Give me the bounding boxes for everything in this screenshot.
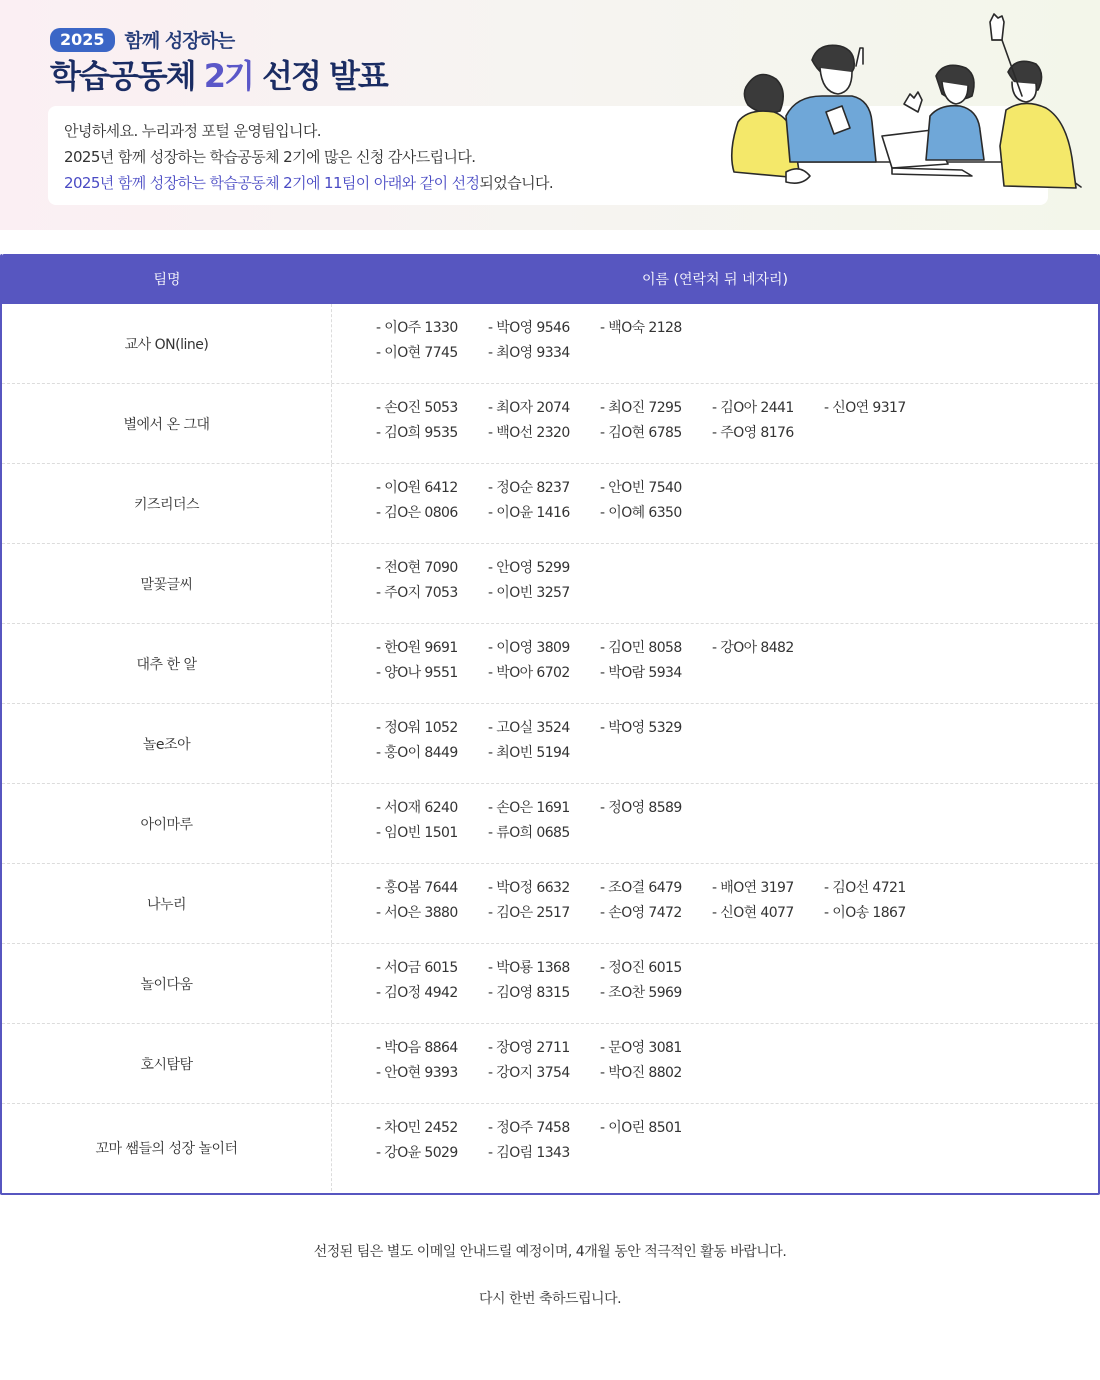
- member-entry: - 손O진 5053: [376, 400, 458, 416]
- table-header: [2, 254, 1098, 304]
- table-row: [2, 464, 1098, 544]
- member-entry: - 김O림 1343: [488, 1145, 570, 1161]
- member-entry: - 안O영 5299: [488, 560, 570, 576]
- member-entry: - 정O워 1052: [376, 720, 458, 736]
- table-body: [2, 304, 1098, 1191]
- table-row: [2, 544, 1098, 624]
- table-row: [2, 1104, 1098, 1191]
- member-cell: [332, 1024, 1098, 1103]
- member-entry: - 최O영 9334: [488, 345, 570, 361]
- member-entry: - 문O영 3081: [600, 1040, 682, 1056]
- member-entry: - 손O은 1691: [488, 800, 570, 816]
- member-entry: - 신O현 4077: [712, 905, 794, 921]
- notice-line-2: 2025년 함께 성장하는 학습공동체 2기에 많은 신청 감사드립니다.: [64, 148, 476, 166]
- member-entry: - 강O아 8482: [712, 640, 794, 656]
- member-list: [376, 1038, 1098, 1083]
- member-cell: [332, 784, 1098, 863]
- header-team: 팀명: [153, 272, 181, 288]
- member-entry: - 서O재 6240: [376, 800, 458, 816]
- member-entry: - 정O순 8237: [488, 480, 570, 496]
- team-name: 대추 한 알: [2, 624, 332, 703]
- team-name: 교사 ON(line): [2, 304, 332, 383]
- team-name: 호시탐탐: [2, 1024, 332, 1103]
- title-badge-row: [50, 26, 234, 53]
- member-entry: - 양O나 9551: [376, 665, 458, 681]
- member-entry: - 김O현 6785: [600, 425, 682, 441]
- member-entry: - 강O윤 5029: [376, 1145, 458, 1161]
- member-entry: [824, 798, 936, 818]
- member-entry: - 정O진 6015: [600, 960, 682, 976]
- member-list: [376, 1118, 1098, 1163]
- member-entry: - 홍O봄 7644: [376, 880, 458, 896]
- member-entry: - 차O민 2452: [376, 1120, 458, 1136]
- page-title: [50, 54, 387, 98]
- member-entry: [824, 478, 936, 498]
- footer-message: [0, 1240, 1100, 1311]
- notice-line-1: 안녕하세요. 누리과정 포털 운영팀입니다.: [64, 122, 321, 140]
- member-entry: - 주O영 8176: [712, 425, 794, 441]
- member-entry: - 이O영 3809: [488, 640, 570, 656]
- member-list: [376, 878, 1098, 923]
- member-entry: - 박O아 6702: [488, 665, 570, 681]
- table-row: [2, 864, 1098, 944]
- title-part1: 학습공동체: [50, 57, 195, 95]
- member-entry: - 전O현 7090: [376, 560, 458, 576]
- title-accent: 2기: [203, 57, 253, 95]
- member-entry: [824, 318, 936, 338]
- member-entry: - 임O빈 1501: [376, 825, 458, 841]
- member-cell: [332, 304, 1098, 383]
- member-entry: [600, 558, 712, 578]
- member-entry: [712, 1038, 824, 1058]
- member-entry: - 이O현 7745: [376, 345, 458, 361]
- member-entry: - 박O룡 1368: [488, 960, 570, 976]
- member-cell: [332, 704, 1098, 783]
- member-list: [376, 958, 1098, 1003]
- table-row: [2, 1024, 1098, 1104]
- member-entry: - 김O은 0806: [376, 505, 458, 521]
- member-entry: - 손O영 7472: [600, 905, 682, 921]
- member-entry: - 신O연 9317: [824, 400, 906, 416]
- member-entry: - 이O송 1867: [824, 905, 906, 921]
- team-meeting-illustration: [716, 12, 1086, 197]
- member-entry: - 박O람 5934: [600, 665, 682, 681]
- member-entry: - 이O린 8501: [600, 1120, 682, 1136]
- member-entry: - 이O혜 6350: [600, 505, 682, 521]
- member-entry: - 안O빈 7540: [600, 480, 682, 496]
- member-entry: - 김O영 8315: [488, 985, 570, 1001]
- page-subtitle: 함께 성장하는: [124, 30, 235, 52]
- member-cell: [332, 864, 1098, 943]
- team-name: 키즈리더스: [2, 464, 332, 543]
- member-entry: - 박O영 9546: [488, 320, 570, 336]
- member-cell: [332, 1104, 1098, 1191]
- member-entry: [824, 1038, 936, 1058]
- member-entry: - 박O진 8802: [600, 1065, 682, 1081]
- member-entry: - 김O은 2517: [488, 905, 570, 921]
- member-list: [376, 558, 1098, 603]
- member-entry: - 백O선 2320: [488, 425, 570, 441]
- member-entry: - 박O정 6632: [488, 880, 570, 896]
- member-entry: [712, 318, 824, 338]
- member-entry: - 한O원 9691: [376, 640, 458, 656]
- member-entry: - 이O원 6412: [376, 480, 458, 496]
- member-cell: [332, 624, 1098, 703]
- member-list: [376, 718, 1098, 763]
- member-entry: - 류O희 0685: [488, 825, 570, 841]
- member-cell: [332, 384, 1098, 463]
- member-entry: - 정O영 8589: [600, 800, 682, 816]
- table-row: [2, 944, 1098, 1024]
- member-entry: - 김O정 4942: [376, 985, 458, 1001]
- member-list: [376, 638, 1098, 683]
- member-entry: - 강O지 3754: [488, 1065, 570, 1081]
- team-name: 놀e조아: [2, 704, 332, 783]
- member-entry: - 최O진 7295: [600, 400, 682, 416]
- member-entry: [824, 638, 936, 658]
- member-entry: - 안O현 9393: [376, 1065, 458, 1081]
- member-entry: [712, 478, 824, 498]
- member-entry: - 서O금 6015: [376, 960, 458, 976]
- member-entry: - 홍O이 8449: [376, 745, 458, 761]
- table-row: [2, 784, 1098, 864]
- team-name: 놀이다움: [2, 944, 332, 1023]
- table-row: [2, 384, 1098, 464]
- member-list: [376, 398, 1098, 443]
- member-entry: - 최O자 2074: [488, 400, 570, 416]
- member-entry: - 박O음 8864: [376, 1040, 458, 1056]
- member-entry: [712, 1118, 824, 1138]
- member-entry: [824, 718, 936, 738]
- table-row: [2, 304, 1098, 384]
- team-name: 말꽃글씨: [2, 544, 332, 623]
- member-entry: - 김O희 9535: [376, 425, 458, 441]
- table-row: [2, 624, 1098, 704]
- year-badge: 2025: [50, 28, 115, 52]
- member-entry: [712, 558, 824, 578]
- table-row: [2, 704, 1098, 784]
- footer-line-2: 다시 한번 축하드립니다.: [478, 1291, 622, 1307]
- member-entry: - 박O영 5329: [600, 720, 682, 736]
- member-entry: [712, 798, 824, 818]
- member-list: [376, 798, 1098, 843]
- member-entry: - 김O선 4721: [824, 880, 906, 896]
- hero-banner: [0, 0, 1100, 230]
- member-entry: - 이O주 1330: [376, 320, 458, 336]
- member-entry: [712, 958, 824, 978]
- member-entry: - 김O민 8058: [600, 640, 682, 656]
- member-entry: - 정O주 7458: [488, 1120, 570, 1136]
- title-part2: 선정 발표: [262, 57, 387, 95]
- team-name: 아이마루: [2, 784, 332, 863]
- member-entry: - 조O결 6479: [600, 880, 682, 896]
- member-cell: [332, 464, 1098, 543]
- member-entry: [824, 958, 936, 978]
- team-name: 꼬마 쌤들의 성장 놀이터: [2, 1104, 332, 1191]
- member-entry: - 고O실 3524: [488, 720, 570, 736]
- member-list: [376, 318, 1098, 363]
- member-entry: - 최O빈 5194: [488, 745, 570, 761]
- member-list: [376, 478, 1098, 523]
- selection-table: [0, 254, 1100, 1195]
- member-entry: - 조O찬 5969: [600, 985, 682, 1001]
- notice-line-3-rest: 되었습니다.: [479, 174, 554, 192]
- member-entry: [824, 558, 936, 578]
- member-entry: - 이O윤 1416: [488, 505, 570, 521]
- member-entry: [712, 718, 824, 738]
- member-entry: - 배O연 3197: [712, 880, 794, 896]
- member-entry: - 장O영 2711: [488, 1040, 570, 1056]
- member-entry: - 주O지 7053: [376, 585, 458, 601]
- member-entry: - 서O은 3880: [376, 905, 458, 921]
- team-name: 나누리: [2, 864, 332, 943]
- header-names: 이름 (연락처 뒤 네자리): [642, 272, 788, 288]
- notice-highlight: 2025년 함께 성장하는 학습공동체 2기에 11팀이 아래와 같이 선정: [64, 174, 480, 192]
- member-entry: [824, 1118, 936, 1138]
- member-entry: - 이O빈 3257: [488, 585, 570, 601]
- member-entry: - 백O숙 2128: [600, 320, 682, 336]
- team-name: 별에서 온 그대: [2, 384, 332, 463]
- footer-line-1: 선정된 팀은 별도 이메일 안내드릴 예정이며, 4개월 동안 적극적인 활동 바랍니다.: [313, 1244, 787, 1260]
- member-cell: [332, 544, 1098, 623]
- member-cell: [332, 944, 1098, 1023]
- member-entry: - 김O아 2441: [712, 400, 794, 416]
